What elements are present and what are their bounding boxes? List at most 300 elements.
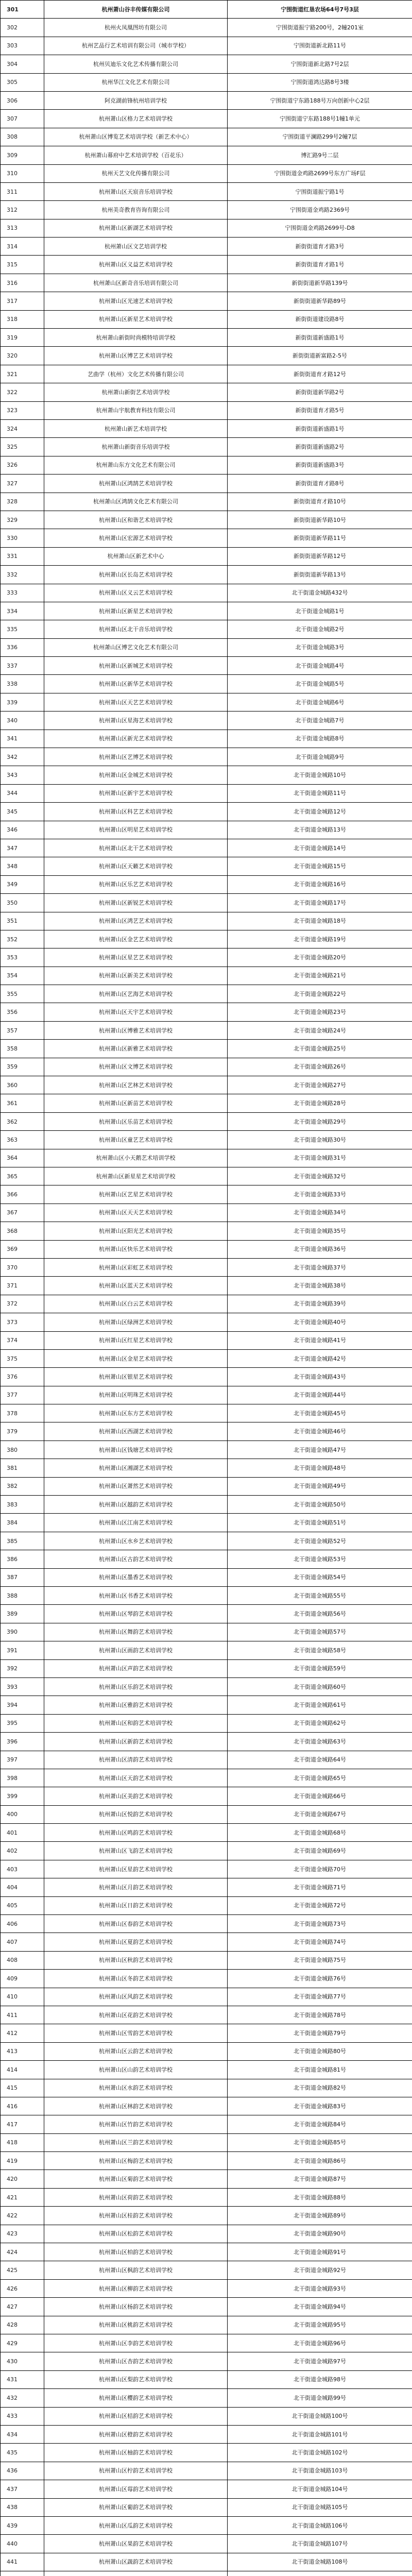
row-number: 348 — [1, 857, 44, 875]
organization-address — [228, 2571, 412, 2576]
table-row — [1, 474, 412, 493]
organization-name: 杭州萧山区北干音乐培训学校 — [44, 620, 228, 638]
table-row — [1, 1058, 412, 1076]
organization-name: 杭州萧山区金艺艺术培训学校 — [44, 930, 228, 948]
organization-name: 杭州萧山区新锐艺术培训学校 — [44, 894, 228, 912]
organization-address: 新街街道育才路1号 — [228, 256, 412, 274]
row-number: 428 — [1, 2316, 44, 2334]
organization-address: 北干街道金城路76号 — [228, 1970, 412, 1988]
organization-name: 杭州萧山区星韵艺术培训学校 — [44, 1860, 228, 1878]
organization-name: 杭州萧山区杨韵艺术培训学校 — [44, 2298, 228, 2316]
organization-address: 北干街道金城路107号 — [228, 2535, 412, 2553]
organization-name: 杭州萧山区新华艺术培训学校 — [44, 675, 228, 693]
organization-name: 杭州萧山区博雅艺术培训学校 — [44, 1021, 228, 1039]
organization-address: 北干街道金城路102号 — [228, 2444, 412, 2462]
organization-address: 北干街道金城路59号 — [228, 1659, 412, 1677]
row-number: 361 — [1, 1094, 44, 1112]
table-row — [1, 1605, 412, 1623]
organization-address: 宁围街道金鸡路2699号-D8 — [228, 219, 412, 237]
organization-name: 杭州艺品行艺术培训有限公司（城市学校） — [44, 37, 228, 55]
table-row — [1, 456, 412, 474]
organization-name: 杭州萧山区清韵艺术培训学校 — [44, 1751, 228, 1769]
row-number: 389 — [1, 1605, 44, 1623]
organization-address: 北干街道金城路23号 — [228, 1003, 412, 1021]
row-number: 426 — [1, 2279, 44, 2297]
table-row — [1, 566, 412, 584]
row-number: 360 — [1, 1076, 44, 1094]
organization-name: 杭州萧山区声韵艺术培训学校 — [44, 1659, 228, 1677]
organization-address: 北干街道金城路42号 — [228, 1349, 412, 1367]
organization-address: 北干街道金城路82号 — [228, 2079, 412, 2097]
directory-table-body — [1, 1, 412, 2576]
organization-name: 杭州萧山区新光艺术培训学校 — [44, 730, 228, 748]
organization-name: 杭州萧山区星海艺术培训学校 — [44, 711, 228, 730]
organization-name: 杭州萧山区银星艺术培训学校 — [44, 1368, 228, 1386]
organization-address: 宁围街道平澜路299号2幢7层 — [228, 128, 412, 146]
organization-address: 北干街道金城路43号 — [228, 1368, 412, 1386]
table-row — [1, 1258, 412, 1276]
organization-name: 杭州萧山区瓜韵艺术培训学校 — [44, 2516, 228, 2534]
row-number: 355 — [1, 985, 44, 1003]
row-number: 398 — [1, 1769, 44, 1787]
organization-name: 杭州萧山区舞韵艺术培训学校 — [44, 1623, 228, 1641]
table-row — [1, 1842, 412, 1860]
row-number: 317 — [1, 292, 44, 310]
row-number: 327 — [1, 474, 44, 493]
organization-name: 杭州萧山区艺海艺术培训学校 — [44, 985, 228, 1003]
table-row — [1, 1459, 412, 1477]
organization-address: 北干街道金城路14号 — [228, 839, 412, 857]
row-number: 323 — [1, 401, 44, 419]
row-number: 309 — [1, 146, 44, 164]
organization-name: 杭州萧山幕府中艺术培训学校（百花乐） — [44, 146, 228, 164]
table-row — [1, 2042, 412, 2060]
organization-address: 北干街道金城路24号 — [228, 1021, 412, 1039]
organization-name: 杭州萧山区琴韵艺术培训学校 — [44, 1605, 228, 1623]
table-row — [1, 1733, 412, 1751]
table-row — [1, 948, 412, 967]
organization-name: 杭州萧山区林韵艺术培训学校 — [44, 2097, 228, 2115]
table-row — [1, 110, 412, 128]
table-row — [1, 1933, 412, 1951]
row-number — [1, 2571, 44, 2576]
row-number: 358 — [1, 1040, 44, 1058]
organization-name: 杭州萧山区竹韵艺术培训学校 — [44, 2115, 228, 2133]
table-row — [1, 2243, 412, 2261]
organization-name: 杭州萧山区童艺艺术培训学校 — [44, 1131, 228, 1149]
organization-name: 杭州萧山区桃韵艺术培训学校 — [44, 2316, 228, 2334]
organization-address: 北干街道金城路88号 — [228, 2188, 412, 2206]
table-row — [1, 1878, 412, 1896]
row-number: 396 — [1, 1733, 44, 1751]
organization-address: 北干街道金城路87号 — [228, 2170, 412, 2188]
table-row — [1, 1404, 412, 1422]
organization-name: 杭州萧山区水韵艺术培训学校 — [44, 2079, 228, 2097]
organization-name: 杭州萧山区梨韵艺术培训学校 — [44, 2370, 228, 2388]
row-number: 343 — [1, 766, 44, 784]
row-number: 440 — [1, 2535, 44, 2553]
organization-name: 杭州萧山区文博艺术培训学校 — [44, 1058, 228, 1076]
organization-address: 北干街道金城路26号 — [228, 1058, 412, 1076]
table-row — [1, 1422, 412, 1440]
table-row — [1, 1532, 412, 1550]
table-row — [1, 1076, 412, 1094]
organization-address: 北干街道金城路108号 — [228, 2553, 412, 2571]
organization-name: 杭州萧山区绿洲艺术培训学校 — [44, 1313, 228, 1331]
organization-address: 北干街道金城路11号 — [228, 784, 412, 802]
organization-name: 杭州萧山区冬韵艺术培训学校 — [44, 1970, 228, 1988]
row-number: 378 — [1, 1404, 44, 1422]
organization-name: 杭州萧山区长岛艺术培训学校 — [44, 566, 228, 584]
organization-name: 杭州萧山区柚韵艺术培训学校 — [44, 2444, 228, 2462]
table-row — [1, 2334, 412, 2352]
table-row — [1, 256, 412, 274]
organization-address: 北干街道金城路5号 — [228, 675, 412, 693]
organization-name: 杭州萧山新街艺术培训学校 — [44, 383, 228, 401]
organization-name: 杭州萧山区越韵艺术培训学校 — [44, 1496, 228, 1514]
organization-name: 杭州萧山区新雅艺术培训学校 — [44, 1040, 228, 1058]
row-number: 387 — [1, 1568, 44, 1586]
organization-address: 北干街道金城路61号 — [228, 1696, 412, 1714]
organization-name: 杭州贝迪乐文化艺术传播有限公司 — [44, 55, 228, 73]
table-row — [1, 2298, 412, 2316]
table-row — [1, 1295, 412, 1313]
table-row — [1, 1514, 412, 1532]
table-row — [1, 1131, 412, 1149]
organization-address: 北干街道金城路64号 — [228, 1751, 412, 1769]
row-number: 303 — [1, 37, 44, 55]
table-row — [1, 1623, 412, 1641]
organization-address: 新街街道新华路139号 — [228, 274, 412, 292]
table-row — [1, 2425, 412, 2443]
organization-address: 北干街道金城路31号 — [228, 1149, 412, 1167]
organization-address: 北干街道金城路8号 — [228, 730, 412, 748]
row-number: 319 — [1, 329, 44, 347]
organization-address: 宁围街道宁东路188号万向创新中心2层 — [228, 91, 412, 109]
row-number: 322 — [1, 383, 44, 401]
table-row — [1, 839, 412, 857]
table-row — [1, 329, 412, 347]
table-row — [1, 602, 412, 620]
organization-name: 杭州萧山区白云艺术培训学校 — [44, 1295, 228, 1313]
table-row — [1, 201, 412, 219]
organization-address: 新街街道育才路5号 — [228, 401, 412, 419]
row-number: 362 — [1, 1112, 44, 1130]
table-row — [1, 2079, 412, 2097]
table-row — [1, 2061, 412, 2079]
table-row — [1, 2407, 412, 2425]
organization-address: 北干街道金城路101号 — [228, 2425, 412, 2443]
table-row — [1, 182, 412, 200]
organization-name: 杭州萧山区星艺艺术培训学校 — [44, 948, 228, 967]
table-row — [1, 1787, 412, 1805]
row-number: 411 — [1, 2006, 44, 2024]
table-row — [1, 2389, 412, 2407]
organization-address: 北干街道金城路106号 — [228, 2516, 412, 2534]
table-row — [1, 584, 412, 602]
row-number: 338 — [1, 675, 44, 693]
row-number: 375 — [1, 1349, 44, 1367]
table-row — [1, 1641, 412, 1659]
row-number: 400 — [1, 1805, 44, 1823]
table-row — [1, 657, 412, 675]
table-row — [1, 1860, 412, 1878]
table-row — [1, 1349, 412, 1367]
organization-name: 杭州萧山区义益艺术培训学校 — [44, 256, 228, 274]
row-number: 414 — [1, 2061, 44, 2079]
table-row — [1, 238, 412, 256]
organization-name: 杭州萧山新街时尚模特培训学校 — [44, 329, 228, 347]
table-row — [1, 1805, 412, 1823]
organization-name: 阿克湖前锋杭州培训学校 — [44, 91, 228, 109]
table-row — [1, 274, 412, 292]
organization-address: 北干街道金城路68号 — [228, 1824, 412, 1842]
row-number: 421 — [1, 2188, 44, 2206]
table-row — [1, 857, 412, 875]
organization-address: 北干街道金城路78号 — [228, 2006, 412, 2024]
organization-address: 北干街道金城路54号 — [228, 1568, 412, 1586]
row-number: 347 — [1, 839, 44, 857]
organization-address: 北干街道金城路60号 — [228, 1677, 412, 1696]
table-row — [1, 1915, 412, 1933]
table-row — [1, 2207, 412, 2225]
table-row — [1, 219, 412, 237]
organization-name: 杭州萧山区博览艺术培训学校（新艺术中心） — [44, 128, 228, 146]
row-number: 383 — [1, 1496, 44, 1514]
organization-address: 博汇路9号二层 — [228, 146, 412, 164]
organization-address: 北干街道金城路27号 — [228, 1076, 412, 1094]
organization-address: 北干街道金城路36号 — [228, 1240, 412, 1258]
organization-address: 北干街道金城路53号 — [228, 1550, 412, 1568]
table-row — [1, 967, 412, 985]
organization-address: 北干街道金城路77号 — [228, 1988, 412, 2006]
row-number: 332 — [1, 566, 44, 584]
organization-address: 宁围街道新北路7号2层 — [228, 55, 412, 73]
table-row — [1, 1167, 412, 1185]
row-number: 313 — [1, 219, 44, 237]
row-number: 424 — [1, 2243, 44, 2261]
organization-name: 杭州萧山区新宇艺术培训学校 — [44, 784, 228, 802]
organization-address: 北干街道金城路79号 — [228, 2024, 412, 2042]
table-row — [1, 1331, 412, 1349]
organization-address: 北干街道金城路7号 — [228, 711, 412, 730]
table-row — [1, 2279, 412, 2297]
row-number: 386 — [1, 1550, 44, 1568]
organization-name: 杭州萧山区彩虹艺术培训学校 — [44, 1258, 228, 1276]
table-row — [1, 2133, 412, 2151]
organization-address: 北干街道金城路12号 — [228, 803, 412, 821]
row-number: 438 — [1, 2498, 44, 2516]
organization-name: 杭州萧山谷丰传媒有限公司 — [44, 1, 228, 19]
row-number: 434 — [1, 2425, 44, 2443]
row-number: 372 — [1, 1295, 44, 1313]
organization-address: 北干街道金城路13号 — [228, 821, 412, 839]
table-row — [1, 511, 412, 529]
organization-name: 杭州萧山区画韵艺术培训学校 — [44, 1641, 228, 1659]
organization-address: 北干街道金城路73号 — [228, 1915, 412, 1933]
table-row — [1, 2498, 412, 2516]
row-number: 392 — [1, 1659, 44, 1677]
row-number: 357 — [1, 1021, 44, 1039]
row-number: 314 — [1, 238, 44, 256]
organization-address: 北干街道金城路15号 — [228, 857, 412, 875]
organization-name: 杭州萧山区雅韵艺术培训学校 — [44, 1696, 228, 1714]
organization-address: 北干街道金城路4号 — [228, 657, 412, 675]
row-number: 413 — [1, 2042, 44, 2060]
organization-address: 北干街道金城路48号 — [228, 1459, 412, 1477]
table-row — [1, 1586, 412, 1604]
row-number: 381 — [1, 1459, 44, 1477]
organization-address: 北干街道金城路32号 — [228, 1167, 412, 1185]
organization-name: 杭州萧山区天天艺术培训学校 — [44, 1204, 228, 1222]
table-row — [1, 748, 412, 766]
organization-name: 杭州萧山区云韵艺术培训学校 — [44, 2042, 228, 2060]
organization-name: 杭州萧山区萧然艺术培训学校 — [44, 1477, 228, 1495]
table-row — [1, 2571, 412, 2576]
row-number: 394 — [1, 1696, 44, 1714]
row-number: 432 — [1, 2389, 44, 2407]
row-number: 439 — [1, 2516, 44, 2534]
row-number: 391 — [1, 1641, 44, 1659]
row-number: 306 — [1, 91, 44, 109]
organization-name: 杭州萧山新艺术培训学校 — [44, 419, 228, 437]
table-row — [1, 821, 412, 839]
organization-name: 杭州萧山区柳韵艺术培训学校 — [44, 2279, 228, 2297]
table-row — [1, 2097, 412, 2115]
organization-address: 北干街道金城路90号 — [228, 2225, 412, 2243]
row-number: 371 — [1, 1277, 44, 1295]
organization-name: 杭州萧山区新艺术中心 — [44, 547, 228, 565]
organization-name: 杭州萧山区明星艺术培训学校 — [44, 821, 228, 839]
row-number: 329 — [1, 511, 44, 529]
organization-name: 杭州萧山区科艺艺术培训学校 — [44, 803, 228, 821]
table-row — [1, 2024, 412, 2042]
organization-name: 杭州萧山区江南艺术培训学校 — [44, 1514, 228, 1532]
organization-name: 杭州萧山区义云艺术培训学校 — [44, 584, 228, 602]
row-number: 341 — [1, 730, 44, 748]
organization-name: 杭州萧山区乐韵艺术培训学校 — [44, 1677, 228, 1696]
organization-name: 杭州萧山区天宇艺术培训学校 — [44, 1003, 228, 1021]
organization-address: 宁围街道振宁路1号 — [228, 182, 412, 200]
organization-name: 杭州萧山区月韵艺术培训学校 — [44, 1878, 228, 1896]
organization-address: 北干街道金城路105号 — [228, 2498, 412, 2516]
organization-address: 北干街道金城路28号 — [228, 1094, 412, 1112]
organization-address: 北干街道金城路50号 — [228, 1496, 412, 1514]
table-row — [1, 803, 412, 821]
organization-name: 杭州萧山区柏韵艺术培训学校 — [44, 2243, 228, 2261]
table-row — [1, 383, 412, 401]
organization-name: 杭州华江文化艺术有限公司 — [44, 73, 228, 91]
row-number: 339 — [1, 693, 44, 711]
organization-address: 新街街道新盛路1号 — [228, 329, 412, 347]
organization-address: 北干街道金城路40号 — [228, 1313, 412, 1331]
organization-address: 北干街道金城路70号 — [228, 1860, 412, 1878]
row-number: 441 — [1, 2553, 44, 2571]
row-number: 397 — [1, 1751, 44, 1769]
organization-name: 杭州萧山区新星艺术培训学校 — [44, 310, 228, 328]
table-row — [1, 493, 412, 511]
table-row — [1, 310, 412, 328]
row-number: 350 — [1, 894, 44, 912]
organization-name: 杭州萧山区杏韵艺术培训学校 — [44, 2352, 228, 2370]
table-row — [1, 365, 412, 383]
organization-name: 杭州萧山区新苗艺术培训学校 — [44, 1094, 228, 1112]
organization-address: 北干街道金城路47号 — [228, 1440, 412, 1459]
organization-address: 北干街道金城路71号 — [228, 1878, 412, 1896]
table-row — [1, 1277, 412, 1295]
organization-name: 杭州萧山区光速艺术培训学校 — [44, 292, 228, 310]
organization-address: 北干街道金城路66号 — [228, 1787, 412, 1805]
organization-address: 北干街道金城路34号 — [228, 1204, 412, 1222]
organization-name: 杭州萧山区天宸音乐培训学校 — [44, 182, 228, 200]
organization-name: 杭州萧山区菊韵艺术培训学校 — [44, 2170, 228, 2188]
organization-name: 杭州火凤凰图坊有限公司 — [44, 19, 228, 37]
organization-address: 北干街道金城路55号 — [228, 1586, 412, 1604]
organization-address: 北干街道金城路37号 — [228, 1258, 412, 1276]
organization-name: 杭州萧山区新湖艺术培训学校 — [44, 219, 228, 237]
organization-address: 新街街道育才路3号 — [228, 238, 412, 256]
row-number: 401 — [1, 1824, 44, 1842]
table-row — [1, 2225, 412, 2243]
organization-address: 北干街道金城路49号 — [228, 1477, 412, 1495]
table-row — [1, 1240, 412, 1258]
organization-name: 杭州萧山区新星星艺术培训学校 — [44, 1167, 228, 1185]
row-number: 331 — [1, 547, 44, 565]
row-number: 321 — [1, 365, 44, 383]
table-row — [1, 2006, 412, 2024]
organization-name: 杭州萧山区柠韵艺术培训学校 — [44, 2462, 228, 2480]
table-row — [1, 2170, 412, 2188]
organization-name: 杭州萧山区快乐艺术培训学校 — [44, 1240, 228, 1258]
row-number: 354 — [1, 967, 44, 985]
organization-name: 杭州萧山新街音乐培训学校 — [44, 438, 228, 456]
table-row — [1, 1204, 412, 1222]
organization-address: 北干街道金城路84号 — [228, 2115, 412, 2133]
organization-name: 杭州萧山区格力艺术培训学校 — [44, 110, 228, 128]
table-row — [1, 1568, 412, 1586]
organization-address: 北干街道金城路20号 — [228, 948, 412, 967]
table-row — [1, 1824, 412, 1842]
organization-name: 杭州萧山区墨香艺术培训学校 — [44, 1568, 228, 1586]
table-row — [1, 1550, 412, 1568]
organization-name: 杭州萧山区蓝天艺术培训学校 — [44, 1277, 228, 1295]
organization-name: 杭州萧山区红星艺术培训学校 — [44, 1331, 228, 1349]
table-row — [1, 1440, 412, 1459]
table-row — [1, 128, 412, 146]
organization-address: 北干街道金城路41号 — [228, 1331, 412, 1349]
organization-address: 北干街道金城路2号 — [228, 620, 412, 638]
row-number: 406 — [1, 1915, 44, 1933]
table-row — [1, 2261, 412, 2279]
row-number: 353 — [1, 948, 44, 967]
organization-address: 北干街道金城路3号 — [228, 638, 412, 656]
row-number: 337 — [1, 657, 44, 675]
organization-address: 北干街道金城路96号 — [228, 2334, 412, 2352]
organization-name: 杭州萧山区兰韵艺术培训学校 — [44, 2133, 228, 2151]
table-row — [1, 1386, 412, 1404]
organization-address: 北干街道金城路21号 — [228, 967, 412, 985]
organization-name: 杭州萧山区钱塘艺术培训学校 — [44, 1440, 228, 1459]
organization-name: 杭州萧山区古韵艺术培训学校 — [44, 1550, 228, 1568]
row-number: 330 — [1, 529, 44, 547]
row-number: 359 — [1, 1058, 44, 1076]
row-number: 334 — [1, 602, 44, 620]
organization-name: 杭州萧山区桔韵艺术培训学校 — [44, 2407, 228, 2425]
organization-name: 杭州萧山区新韵艺术培训学校 — [44, 1733, 228, 1751]
organization-address: 北干街道金城路98号 — [228, 2370, 412, 2388]
table-row — [1, 1677, 412, 1696]
organization-name — [44, 2571, 228, 2576]
